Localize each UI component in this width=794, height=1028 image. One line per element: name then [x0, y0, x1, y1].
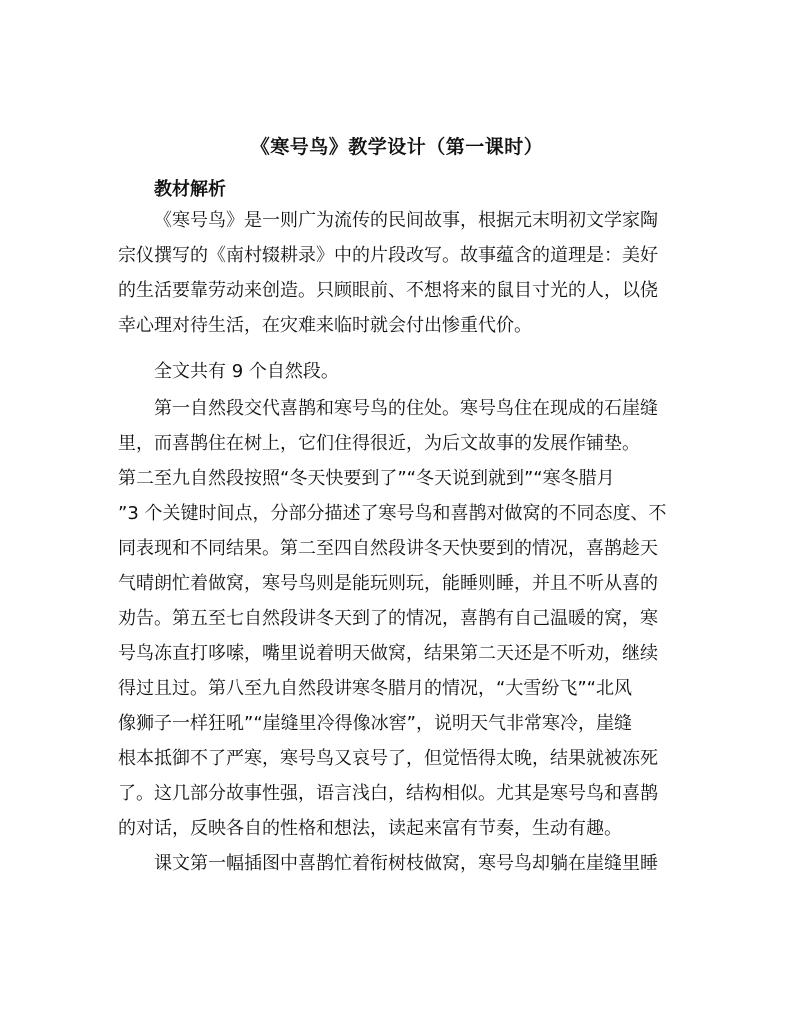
section-heading: 教材解析: [154, 179, 226, 200]
paragraph-line: 劝告。第五至七自然段讲冬天到了的情况，喜鹊有自己温暖的窝，寒: [118, 608, 658, 629]
paragraph-line: 里，而喜鹊住在树上，它们住得很近，为后文故事的发展作铺垫。: [118, 433, 640, 454]
paragraph-line: 宗仪撰写的《南村辍耕录》中的片段改写。故事蕴含的道理是：美好: [118, 245, 658, 266]
document-title: 《寒号鸟》教学设计（第一课时）: [250, 136, 544, 158]
paragraph-line: 根本抵御不了严寒，寒号鸟又哀号了，但觉悟得太晚，结果就被冻死: [118, 748, 658, 769]
paragraph-line: 了。这几部分故事性强，语言浅白，结构相似。尤其是寒号鸟和喜鹊: [118, 783, 658, 804]
paragraph-line: 课文第一幅插图中喜鹊忙着衔树枝做窝，寒号鸟却躺在崖缝里睡: [154, 853, 658, 874]
paragraph-line: 气晴朗忙着做窝，寒号鸟则是能玩则玩，能睡则睡，并且不听从喜的: [118, 573, 658, 594]
paragraph-line: 的对话，反映各自的性格和想法，读起来富有节奏，生动有趣。: [118, 818, 622, 839]
paragraph-line: 像狮子一样狂吼”“崖缝里冷得像冰窖”，说明天气非常寒冷，崖缝: [118, 713, 632, 734]
paragraph-line: 同表现和不同结果。第二至四自然段讲冬天快要到的情况，喜鹊趁天: [118, 538, 658, 559]
paragraph-line: 得过且过。第八至九自然段讲寒冬腊月的情况，“大雪纷飞”“北风: [118, 678, 632, 699]
paragraph-line: ”3 个关键时间点，分部分描述了寒号鸟和喜鹊对做窝的不同态度、不: [118, 503, 667, 524]
paragraph-line: 幸心理对待生活，在灾难来临时就会付出惨重代价。: [118, 315, 532, 336]
paragraph-line: 的生活要靠劳动来创造。只顾眼前、不想将来的鼠目寸光的人，以侥: [118, 280, 658, 301]
paragraph-line: 《寒号鸟》是一则广为流传的民间故事，根据元末明初文学家陶: [154, 210, 658, 231]
paragraph-line: 第二至九自然段按照“冬天快要到了”“冬天说到就到”“寒冬腊月: [118, 468, 615, 489]
paragraph-line: 第一自然段交代喜鹊和寒号鸟的住处。寒号鸟住在现成的石崖缝: [154, 398, 658, 419]
paragraph-line: 全文共有 9 个自然段。: [154, 361, 339, 382]
paragraph-line: 号鸟冻直打哆嗦，嘴里说着明天做窝，结果第二天还是不听劝，继续: [118, 643, 658, 664]
